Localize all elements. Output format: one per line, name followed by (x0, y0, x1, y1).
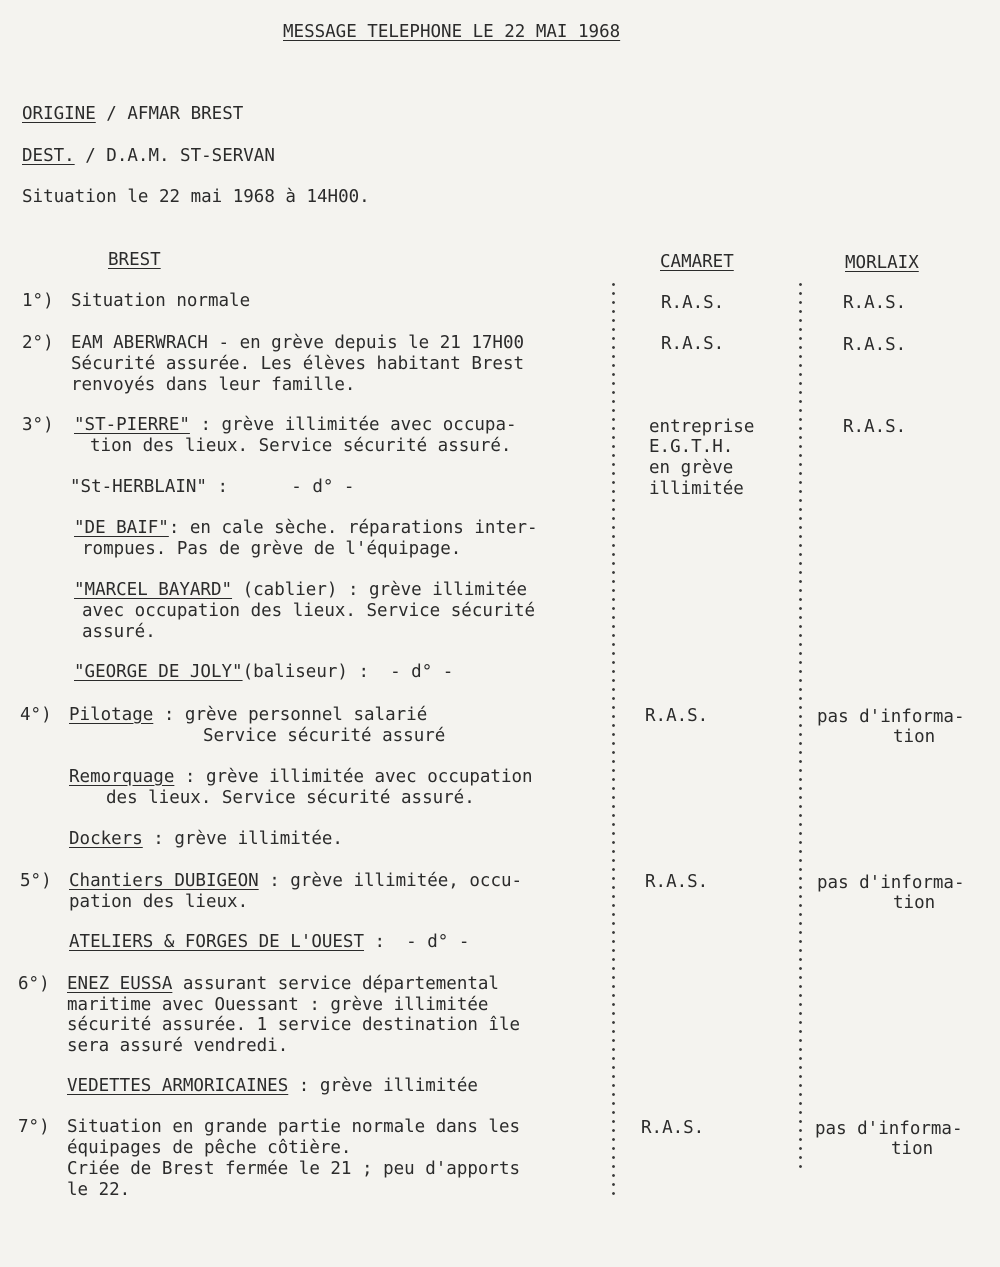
origin-value: / AFMAR BREST (95, 104, 244, 124)
item-7-line-2: équipages de pêche côtière. (67, 1138, 352, 1158)
marcel-rest: (cablier) : grève illimitée (232, 580, 528, 600)
ateliers-rest: : - d° - (364, 932, 470, 952)
item-6-enez-line-1 (67, 974, 499, 995)
item-3-camaret-line-2: E.G.T.H. (649, 437, 734, 457)
item-4-morlaix-line-1: pas d'informa- (817, 707, 965, 727)
item-4-number: 4°) (20, 705, 52, 725)
vedettes-rest: : grève illimitée (288, 1076, 478, 1096)
item-7-line-3: Criée de Brest fermée le 21 ; peu d'apports (67, 1159, 521, 1179)
item-2-morlaix: R.A.S. (843, 335, 907, 355)
item-3-camaret-line-3: en grève (649, 458, 734, 478)
origin-label: ORIGINE (22, 104, 96, 124)
column-header-camaret: CAMARET (660, 252, 734, 272)
item-4-camaret: R.A.S. (645, 706, 709, 726)
item-3-marcel-line-1 (74, 580, 527, 601)
item-4-morlaix-line-2: tion (893, 727, 936, 747)
dest-line (22, 146, 275, 167)
item-7-line-1: Situation en grande partie normale dans les (67, 1117, 521, 1137)
item-7-morlaix-line-2: tion (891, 1139, 934, 1159)
item-7-line-4: le 22. (67, 1180, 131, 1200)
item-2-line-1: EAM ABERWRACH - en grève depuis le 21 17H00 (71, 333, 525, 353)
item-5-camaret: R.A.S. (645, 872, 709, 892)
item-3-camaret-line-1: entreprise (649, 417, 755, 437)
item-4-remorquage-line-2: des lieux. Service sécurité assuré. (106, 788, 475, 808)
item-3-stpierre-line-1 (74, 415, 517, 436)
item-5-morlaix-line-1: pas d'informa- (817, 873, 965, 893)
dubigeon-name: Chantiers DUBIGEON (69, 871, 259, 891)
item-5-dubigeon-line-2: pation des lieux. (69, 892, 249, 912)
item-2-number: 2°) (22, 333, 54, 353)
stpierre-name: "ST-PIERRE" (74, 415, 190, 435)
vedettes-name: VEDETTES ARMORICAINES (67, 1076, 289, 1096)
item-5-number: 5°) (20, 871, 52, 891)
ateliers-name: ATELIERS & FORGES DE L'OUEST (69, 932, 365, 952)
column-header-morlaix: MORLAIX (845, 253, 919, 273)
situation-line: Situation le 22 mai 1968 à 14H00. (22, 187, 370, 207)
item-3-george-line (74, 662, 453, 683)
item-3-marcel-line-2: avec occupation des lieux. Service sécurité (82, 601, 536, 621)
item-6-number: 6°) (18, 974, 50, 994)
remorquage-rest: : grève illimitée avec occupation (174, 767, 533, 787)
item-3-morlaix: R.A.S. (843, 417, 907, 437)
dockers-rest: : grève illimitée. (142, 829, 343, 849)
item-6-enez-line-2: maritime avec Ouessant : grève illimitée (67, 995, 489, 1015)
item-3-stpierre-line-2: tion des lieux. Service sécurité assuré. (90, 436, 512, 456)
george-name: "GEORGE DE JOLY" (74, 662, 243, 682)
pilotage-rest: : grève personnel salarié (153, 705, 428, 725)
dest-value: / D.A.M. ST-SERVAN (74, 146, 275, 166)
item-4-pilotage-line-1 (69, 705, 427, 726)
item-6-enez-line-4: sera assuré vendredi. (67, 1036, 289, 1056)
item-3-number: 3°) (22, 415, 54, 435)
item-2-camaret: R.A.S. (661, 334, 725, 354)
enez-rest: assurant service départemental (172, 974, 499, 994)
item-2-line-3: renvoyés dans leur famille. (71, 375, 356, 395)
item-3-debaif-line-1 (74, 518, 538, 539)
item-1-number: 1°) (22, 291, 54, 311)
origin-line (22, 104, 243, 125)
pilotage-name: Pilotage (69, 705, 154, 725)
remorquage-name: Remorquage (69, 767, 175, 787)
column-separator-left (612, 280, 615, 1200)
stpierre-rest: : grève illimitée avec occupa- (189, 415, 517, 435)
dest-label: DEST. (22, 146, 75, 166)
item-3-stherblain: "St-HERBLAIN" : - d° - (70, 477, 355, 497)
marcel-name: "MARCEL BAYARD" (74, 580, 233, 600)
item-4-pilotage-line-2: Service sécurité assuré (203, 726, 446, 746)
item-4-dockers-line (69, 829, 343, 850)
item-3-marcel-line-3: assuré. (82, 622, 156, 642)
item-4-remorquage-line-1 (69, 767, 533, 788)
item-5-ateliers-line (69, 932, 469, 953)
item-7-number: 7°) (18, 1117, 50, 1137)
item-7-camaret: R.A.S. (641, 1118, 705, 1138)
item-6-enez-line-3: sécurité assurée. 1 service destination île (67, 1015, 521, 1035)
item-1-camaret: R.A.S. (661, 293, 725, 313)
debaif-rest: : en cale sèche. réparations inter- (168, 518, 538, 538)
item-3-debaif-line-2: rompues. Pas de grève de l'équipage. (82, 539, 462, 559)
item-3-camaret-line-4: illimitée (649, 479, 744, 499)
dubigeon-rest: : grève illimitée, occu- (258, 871, 523, 891)
message-title: MESSAGE TELEPHONE LE 22 MAI 1968 (283, 22, 621, 42)
column-separator-right (799, 280, 802, 1170)
debaif-name: "DE BAIF" (74, 518, 169, 538)
item-5-morlaix-line-2: tion (893, 893, 936, 913)
dockers-name: Dockers (69, 829, 143, 849)
item-2-line-2: Sécurité assurée. Les élèves habitant Brest (71, 354, 525, 374)
item-1-text: Situation normale (71, 291, 251, 311)
enez-name: ENEZ EUSSA (67, 974, 173, 994)
item-1-morlaix: R.A.S. (843, 293, 907, 313)
item-5-dubigeon-line-1 (69, 871, 522, 892)
item-6-vedettes-line (67, 1076, 478, 1097)
item-7-morlaix-line-1: pas d'informa- (815, 1119, 963, 1139)
george-rest: (baliseur) : - d° - (242, 662, 454, 682)
column-header-brest: BREST (108, 250, 161, 270)
